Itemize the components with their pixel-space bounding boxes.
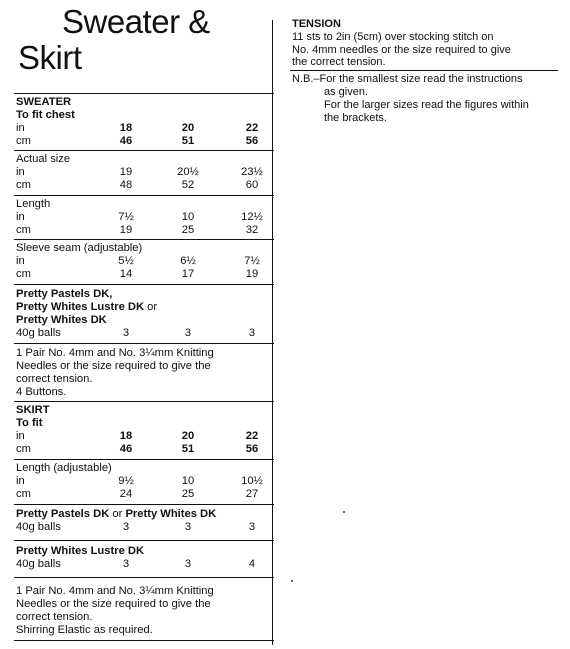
sweater-balls-label: 40g balls bbox=[16, 327, 61, 339]
skirt-fit-in-2: 20 bbox=[181, 430, 195, 442]
skirt-balls-b-2: 3 bbox=[184, 558, 192, 570]
divider bbox=[14, 504, 274, 505]
sweater-balls-3: 3 bbox=[248, 327, 256, 339]
sweater-length-label: Length bbox=[16, 198, 51, 210]
sweater-needles-3: correct tension. bbox=[16, 373, 93, 385]
sweater-yarn-3: Pretty Whites DK bbox=[16, 314, 107, 326]
sweater-actual-in-2: 20½ bbox=[177, 166, 199, 178]
yarn-name: Pretty Pastels DK bbox=[16, 508, 110, 520]
yarn-name: Pretty Whites Lustre DK bbox=[16, 301, 145, 313]
skirt-yarn-a bbox=[16, 508, 216, 521]
sweater-sleeve-label: Sleeve seam (adjustable) bbox=[16, 242, 143, 254]
sweater-fit-label: To fit chest bbox=[16, 109, 75, 121]
skirt-fit-label: To fit bbox=[16, 417, 43, 429]
skirt-balls-label: 40g balls bbox=[16, 558, 61, 570]
yarn-connector: or bbox=[144, 301, 158, 313]
unit-in: in bbox=[16, 122, 25, 134]
unit-in: in bbox=[16, 255, 25, 267]
skirt-elastic: Shirring Elastic as required. bbox=[16, 624, 153, 636]
unit-in: in bbox=[16, 211, 25, 223]
unit-cm: cm bbox=[16, 224, 31, 236]
sweater-length-in-1: 7½ bbox=[118, 211, 134, 223]
sweater-length-cm-2: 25 bbox=[181, 224, 195, 236]
divider bbox=[14, 150, 274, 151]
divider bbox=[290, 70, 558, 71]
sweater-fit-cm-1: 46 bbox=[119, 135, 133, 147]
sweater-yarn-2 bbox=[16, 301, 157, 314]
title-line-1: Sweater & bbox=[62, 3, 210, 40]
divider bbox=[14, 93, 274, 94]
skirt-length-cm-3: 27 bbox=[245, 488, 259, 500]
sweater-sleeve-cm-3: 19 bbox=[245, 268, 259, 280]
divider bbox=[14, 540, 274, 541]
divider bbox=[14, 459, 274, 460]
tension-line: 11 sts to 2in (5cm) over stocking stitch on bbox=[292, 30, 494, 43]
divider bbox=[14, 195, 274, 196]
skirt-fit-cm-3: 56 bbox=[245, 443, 259, 455]
sweater-actual-in-1: 19 bbox=[119, 166, 133, 178]
sweater-length-in-3: 12½ bbox=[241, 211, 263, 223]
divider bbox=[14, 239, 274, 240]
sweater-fit-cm-3: 56 bbox=[245, 135, 259, 147]
tension-heading: TENSION bbox=[292, 18, 341, 30]
unit-cm: cm bbox=[16, 488, 31, 500]
divider bbox=[14, 401, 274, 402]
divider bbox=[14, 640, 274, 641]
skirt-length-in-1: 9½ bbox=[118, 475, 134, 487]
skirt-needles-3: correct tension. bbox=[16, 611, 93, 623]
sweater-length-cm-3: 32 bbox=[245, 224, 259, 236]
tension-line: No. 4mm needles or the size required to give bbox=[292, 43, 511, 56]
sweater-sleeve-cm-2: 17 bbox=[181, 268, 195, 280]
sweater-sleeve-cm-1: 14 bbox=[119, 268, 133, 280]
yarn-connector: or bbox=[109, 508, 126, 520]
sweater-length-cm-1: 19 bbox=[119, 224, 133, 236]
skirt-length-cm-2: 25 bbox=[181, 488, 195, 500]
sweater-length-in-2: 10 bbox=[181, 211, 195, 223]
unit-in: in bbox=[16, 430, 25, 442]
sweater-actual-cm-2: 52 bbox=[181, 179, 195, 191]
sweater-sleeve-in-3: 7½ bbox=[244, 255, 260, 267]
skirt-fit-cm-2: 51 bbox=[181, 443, 195, 455]
sweater-needles-2: Needles or the size required to give the bbox=[16, 360, 211, 372]
unit-cm: cm bbox=[16, 268, 31, 280]
skirt-length-in-3: 10½ bbox=[241, 475, 263, 487]
skirt-balls-a-1: 3 bbox=[122, 521, 130, 533]
sweater-actual-cm-1: 48 bbox=[119, 179, 133, 191]
unit-cm: cm bbox=[16, 179, 31, 191]
skirt-balls-label: 40g balls bbox=[16, 521, 61, 533]
skirt-balls-a-3: 3 bbox=[248, 521, 256, 533]
skirt-balls-a-2: 3 bbox=[184, 521, 192, 533]
skirt-balls-b-3: 4 bbox=[248, 558, 256, 570]
skirt-fit-in-1: 18 bbox=[119, 430, 133, 442]
skirt-fit-in-3: 22 bbox=[245, 430, 259, 442]
tension-block bbox=[292, 18, 558, 124]
skirt-yarn-b: Pretty Whites Lustre DK bbox=[16, 545, 145, 557]
speck bbox=[291, 580, 293, 582]
skirt-fit-cm-1: 46 bbox=[119, 443, 133, 455]
title-line-2: Skirt bbox=[18, 39, 82, 76]
nb-line: N.B.–For the smallest size read the instructions bbox=[292, 73, 523, 86]
sweater-sleeve-in-1: 5½ bbox=[118, 255, 134, 267]
sweater-needles-1: 1 Pair No. 4mm and No. 3¼mm Knitting bbox=[16, 347, 214, 359]
sweater-fit-in-3: 22 bbox=[245, 122, 259, 134]
divider bbox=[14, 284, 274, 285]
sweater-yarn-1: Pretty Pastels DK, bbox=[16, 288, 113, 300]
sweater-fit-in-1: 18 bbox=[119, 122, 133, 134]
skirt-length-cm-1: 24 bbox=[119, 488, 133, 500]
sweater-actual-cm-3: 60 bbox=[245, 179, 259, 191]
sweater-fit-cm-2: 51 bbox=[181, 135, 195, 147]
yarn-name: Pretty Whites DK bbox=[125, 508, 217, 520]
sweater-heading: SWEATER bbox=[16, 96, 72, 108]
sweater-balls-2: 3 bbox=[184, 327, 192, 339]
skirt-needles-1: 1 Pair No. 4mm and No. 3¼mm Knitting bbox=[16, 585, 214, 597]
sweater-fit-in-2: 20 bbox=[181, 122, 195, 134]
skirt-heading: SKIRT bbox=[16, 404, 50, 416]
unit-cm: cm bbox=[16, 135, 31, 147]
skirt-needles-2: Needles or the size required to give the bbox=[16, 598, 211, 610]
skirt-length-label: Length (adjustable) bbox=[16, 462, 112, 474]
skirt-length-in-2: 10 bbox=[181, 475, 195, 487]
speck bbox=[343, 511, 345, 513]
column-divider bbox=[272, 20, 273, 645]
unit-cm: cm bbox=[16, 443, 31, 455]
sweater-balls-1: 3 bbox=[122, 327, 130, 339]
nb-line: the brackets. bbox=[324, 111, 387, 124]
skirt-balls-b-1: 3 bbox=[122, 558, 130, 570]
nb-line: For the larger sizes read the figures within bbox=[324, 98, 529, 111]
divider bbox=[14, 343, 274, 344]
unit-in: in bbox=[16, 475, 25, 487]
sweater-sleeve-in-2: 6½ bbox=[180, 255, 196, 267]
unit-in: in bbox=[16, 166, 25, 178]
divider bbox=[14, 577, 274, 578]
tension-line: the correct tension. bbox=[292, 56, 386, 69]
nb-line: as given. bbox=[324, 85, 369, 98]
sweater-actual-in-3: 23½ bbox=[241, 166, 263, 178]
sweater-actual-label: Actual size bbox=[16, 153, 71, 165]
sweater-buttons: 4 Buttons. bbox=[16, 386, 67, 398]
